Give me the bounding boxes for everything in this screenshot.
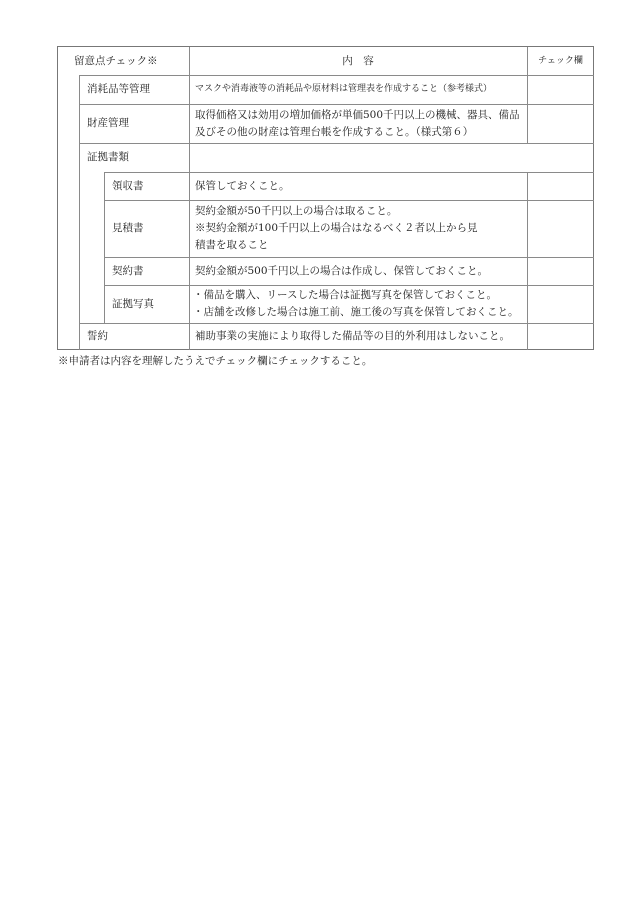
row-item-property: 財産管理 [87,117,129,129]
check-cell-pledge[interactable] [528,324,594,350]
divider [189,47,190,350]
content-line: 取得価格又は効用の増加価格が単価500千円以上の機械、器具、備品 [195,108,520,121]
row-item-receipt: 領収書 [112,179,144,192]
row-item-pledge: 誓約 [87,330,108,342]
row-item-contract: 契約書 [112,264,144,277]
content-line: ※契約金額が100千円以上の場合はなるべく２者以上から見 [195,222,478,234]
divider [79,75,80,350]
header-item: 留意点チェック※ [74,54,158,67]
check-cell-consumables[interactable] [528,76,594,104]
content-line: 契約金額が50千円以上の場合は取ること。 [195,205,398,217]
row-item-evidence-docs: 証拠書類 [87,151,129,163]
row-content-evidence-photo [193,285,527,323]
check-cell-property[interactable] [528,105,594,143]
content-line: ・備品を購入、リースした場合は証拠写真を保管しておくこと。 [193,289,497,301]
row-content-estimate [195,200,525,257]
footnote: ※申請者は内容を理解したうえでチェック欄にチェックすること。 [58,355,373,367]
row-content-consumables: マスクや消毒液等の消耗品や原材料は管理表を作成すること（参考様式） [195,84,493,94]
header-check: チェック欄 [538,55,583,66]
check-cell-estimate[interactable] [528,201,594,257]
content-line: 及びその他の財産は管理台帳を作成すること。（様式第６） [195,125,474,138]
divider [104,172,105,323]
row-content-pledge: 補助事業の実施により取得した備品等の目的外利用はしないこと。 [195,330,510,342]
content-line: 積書を取ること [195,239,269,251]
header-content: 内 容 [342,54,374,67]
row-item-estimate: 見積書 [112,222,144,234]
row-item-consumables: 消耗品等管理 [87,83,150,95]
row-content-contract: 契約金額が500千円以上の場合は作成し、保管しておくこと。 [195,264,489,277]
content-line: ・店舗を改修した場合は施工前、施工後の写真を保管しておくこと。 [193,306,519,318]
row-content-property [195,104,525,143]
checklist-table [57,46,594,350]
row-item-evidence-photo: 証拠写真 [112,297,154,310]
check-cell-contract[interactable] [528,258,594,285]
check-cell-receipt[interactable] [528,173,594,200]
check-cell-evidence-photo[interactable] [528,286,594,323]
row-content-receipt: 保管しておくこと。 [195,179,290,192]
